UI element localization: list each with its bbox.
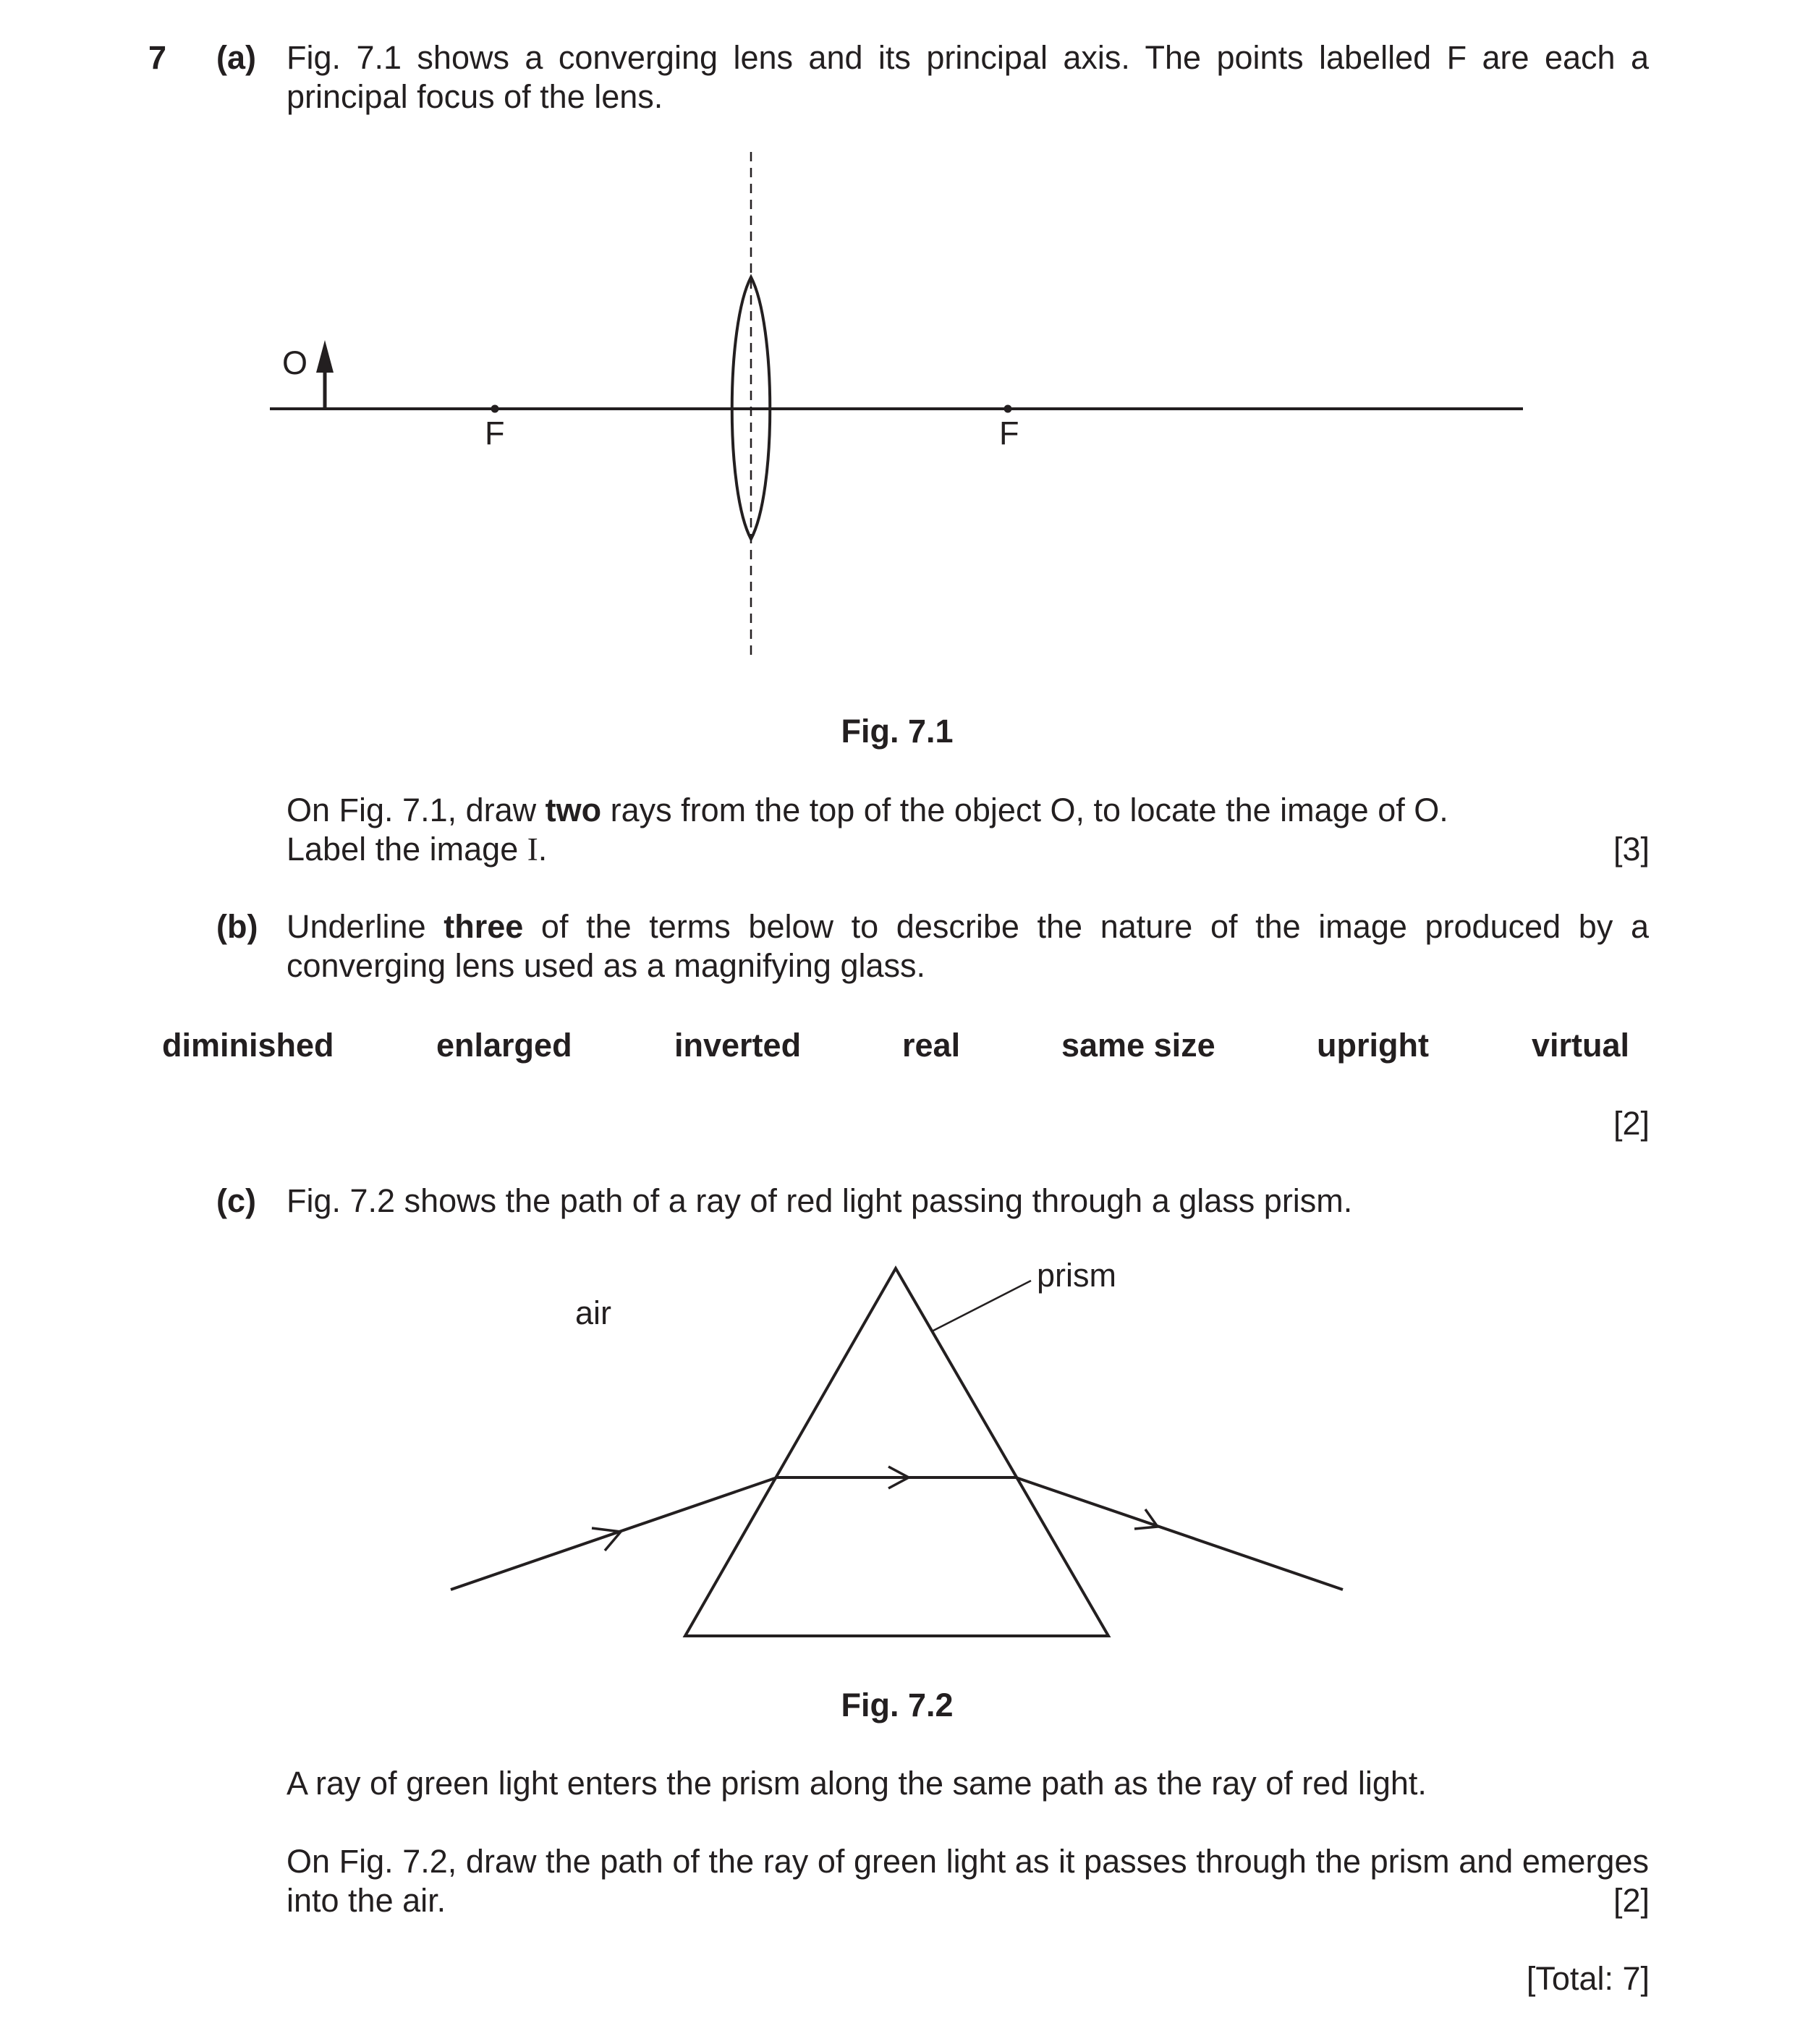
fig-7-1-caption: Fig. 7.1 [841,713,954,750]
term-upright[interactable]: upright [1317,1027,1429,1064]
question-number: 7 [148,39,167,76]
instruction-bold-two: two [545,792,602,828]
part-c-intro: Fig. 7.2 shows the path of a ray of red light passing through a glass prism. [287,1182,1353,1219]
prism-label-leader [932,1281,1031,1331]
object-label: O [282,344,308,381]
instruction-text-a: On Fig. 7.1, draw [287,792,546,828]
fig-7-2-caption: Fig. 7.2 [841,1687,954,1723]
total-marks: [Total: 7] [1526,1960,1650,1997]
part-c-statement: A ray of green light enters the prism along the same path as the ray of red light. [287,1765,1427,1802]
term-diminished[interactable]: diminished [162,1027,334,1064]
focus-right-label: F [999,415,1019,451]
image-symbol-i: I [527,831,538,868]
incident-red-ray [451,1477,777,1590]
instruction-text-b: rays from the top of the object O, to locate the image of O. [601,792,1448,828]
term-same-size[interactable]: same size [1061,1027,1215,1064]
emergent-red-ray [1016,1477,1343,1590]
part-b-text-b: of the terms below to describe the nature of the image produced by a [523,908,1649,945]
instruction-line2-text: Label the image [287,831,527,868]
part-b-marks: [2] [1613,1105,1650,1142]
term-real[interactable]: real [902,1027,961,1064]
part-b-line2: converging lens used as a magnifying glass. [287,947,926,984]
part-b-text-a: Underline [287,908,444,945]
glass-prism [685,1268,1108,1636]
part-c-instruction-line1: On Fig. 7.2, draw the path of the ray of green light as it passes through the prism and emerges [287,1843,1649,1880]
part-c-marks: [2] [1613,1882,1650,1919]
part-c-instruction-line2: into the air. [287,1882,446,1919]
part-b-bold-three: three [444,908,524,945]
air-label: air [575,1294,612,1331]
part-a-label: (a) [216,39,256,76]
term-enlarged[interactable]: enlarged [436,1027,572,1064]
part-b-label: (b) [216,908,258,945]
term-virtual[interactable]: virtual [1532,1027,1630,1064]
instruction-line2-period: . [538,831,548,868]
prism-label: prism [1037,1257,1116,1294]
term-inverted[interactable]: inverted [674,1027,802,1064]
part-c-label: (c) [216,1182,256,1219]
part-a-marks: [3] [1613,831,1650,868]
part-a-intro-line1: Fig. 7.1 shows a converging lens and its principal axis. The points labelled F are each a [287,39,1649,76]
focus-left-label: F [485,415,505,451]
part-a-intro-line2: principal focus of the lens. [287,78,663,115]
